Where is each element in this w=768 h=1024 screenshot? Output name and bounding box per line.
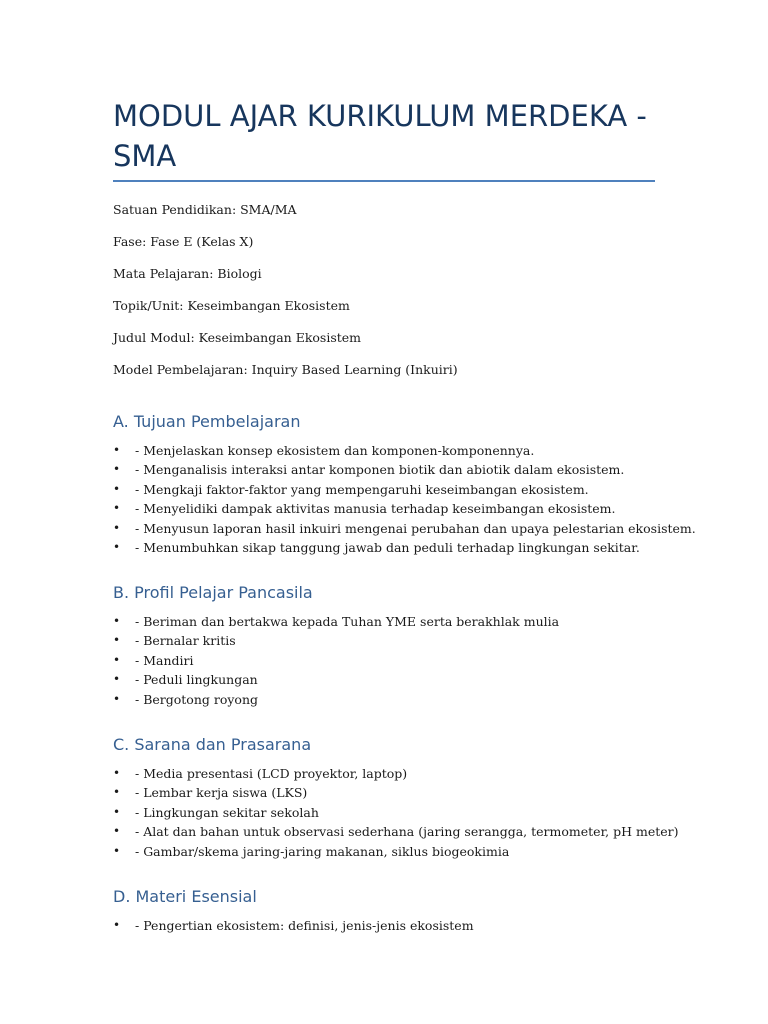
meta-mata-pelajaran: Mata Pelajaran: Biologi [113, 266, 262, 281]
bullet-list [113, 612, 673, 709]
list-item [113, 538, 673, 557]
bullet-list [113, 441, 696, 557]
list-item [113, 670, 673, 689]
list-item [113, 480, 673, 499]
list-item [113, 842, 673, 861]
meta-topik-unit: Topik/Unit: Keseimbangan Ekosistem [113, 298, 350, 313]
bullet-icon: • [113, 804, 121, 819]
bullet-icon: • [113, 462, 121, 477]
bullet-icon: • [113, 520, 121, 535]
list-item-text: - Pengertian ekosistem: definisi, jenis-jenis ekosistem [135, 918, 474, 933]
section-heading: D. Materi Esensial [113, 887, 257, 906]
list-item [113, 916, 673, 935]
section-materi-esensial [113, 886, 673, 935]
list-item-text: - Menganalisis interaksi antar komponen biotik dan abiotik dalam ekosistem. [135, 462, 625, 478]
list-item-text: - Alat dan bahan untuk observasi sederhana (jaring serangga, termometer, pH meter) [135, 824, 679, 840]
bullet-icon: • [113, 672, 121, 687]
list-item [113, 441, 673, 460]
title-underline [113, 180, 655, 182]
section-heading: A. Tujuan Pembelajaran [113, 412, 301, 431]
list-item [113, 764, 673, 783]
list-item-text: - Lembar kerja siswa (LKS) [135, 785, 308, 801]
meta-model-pembelajaran: Model Pembelajaran: Inquiry Based Learning (Inkuiri) [113, 362, 458, 377]
list-item-text: - Bergotong royong [135, 691, 258, 707]
list-item-text: - Menyusun laporan hasil inkuiri mengenai perubahan dan upaya pelestarian ekosistem. [135, 520, 696, 536]
list-item-text: - Mengkaji faktor-faktor yang mempengaruhi keseimbangan ekosistem. [135, 481, 589, 497]
module-identity [113, 202, 673, 394]
meta-satuan-pendidikan: Satuan Pendidikan: SMA/MA [113, 202, 297, 217]
list-item [113, 651, 673, 670]
list-item [113, 460, 673, 479]
bullet-icon: • [113, 481, 121, 496]
bullet-icon: • [113, 652, 121, 667]
bullet-icon: • [113, 785, 121, 800]
list-item-text: - Mandiri [135, 652, 194, 668]
list-item-text: - Menjelaskan konsep ekosistem dan komponen-komponennya. [135, 443, 535, 458]
list-item [113, 690, 673, 709]
section-tujuan-pembelajaran [113, 411, 696, 557]
document-title: MODUL AJAR KURIKULUM MERDEKA - SMA [113, 99, 647, 173]
bullet-list [113, 764, 679, 861]
list-item-text: - Gambar/skema jaring-jaring makanan, siklus biogeokimia [135, 843, 510, 859]
list-item [113, 822, 679, 841]
list-item-text: - Beriman dan bertakwa kepada Tuhan YME serta berakhlak mulia [135, 614, 560, 629]
list-item [113, 612, 673, 631]
bullet-icon: • [113, 691, 121, 706]
list-item [113, 631, 673, 650]
list-item-text: - Menyelidiki dampak aktivitas manusia terhadap keseimbangan ekosistem. [135, 501, 616, 517]
list-item [113, 803, 673, 822]
list-item-text: - Bernalar kritis [135, 633, 236, 649]
bullet-icon: • [113, 443, 121, 457]
bullet-icon: • [113, 918, 121, 932]
list-item-text: - Peduli lingkungan [135, 672, 258, 688]
bullet-icon: • [113, 614, 121, 628]
list-item-text: - Menumbuhkan sikap tanggung jawab dan peduli terhadap lingkungan sekitar. [135, 539, 640, 555]
section-heading: C. Sarana dan Prasarana [113, 735, 312, 754]
bullet-icon: • [113, 824, 121, 839]
bullet-icon: • [113, 633, 121, 648]
section-sarana-prasarana [113, 734, 679, 861]
bullet-icon: • [113, 843, 121, 858]
bullet-icon: • [113, 766, 121, 780]
list-item-text: - Media presentasi (LCD proyektor, laptop) [135, 766, 408, 781]
section-profil-pelajar-pancasila [113, 582, 673, 709]
list-item [113, 519, 696, 538]
bullet-icon: • [113, 539, 121, 554]
list-item [113, 499, 673, 518]
bullet-icon: • [113, 501, 121, 516]
section-heading: B. Profil Pelajar Pancasila [113, 583, 313, 602]
list-item-text: - Lingkungan sekitar sekolah [135, 804, 319, 820]
meta-judul-modul: Judul Modul: Keseimbangan Ekosistem [113, 330, 362, 345]
list-item [113, 783, 673, 802]
meta-fase: Fase: Fase E (Kelas X) [113, 234, 254, 249]
bullet-list [113, 916, 673, 935]
